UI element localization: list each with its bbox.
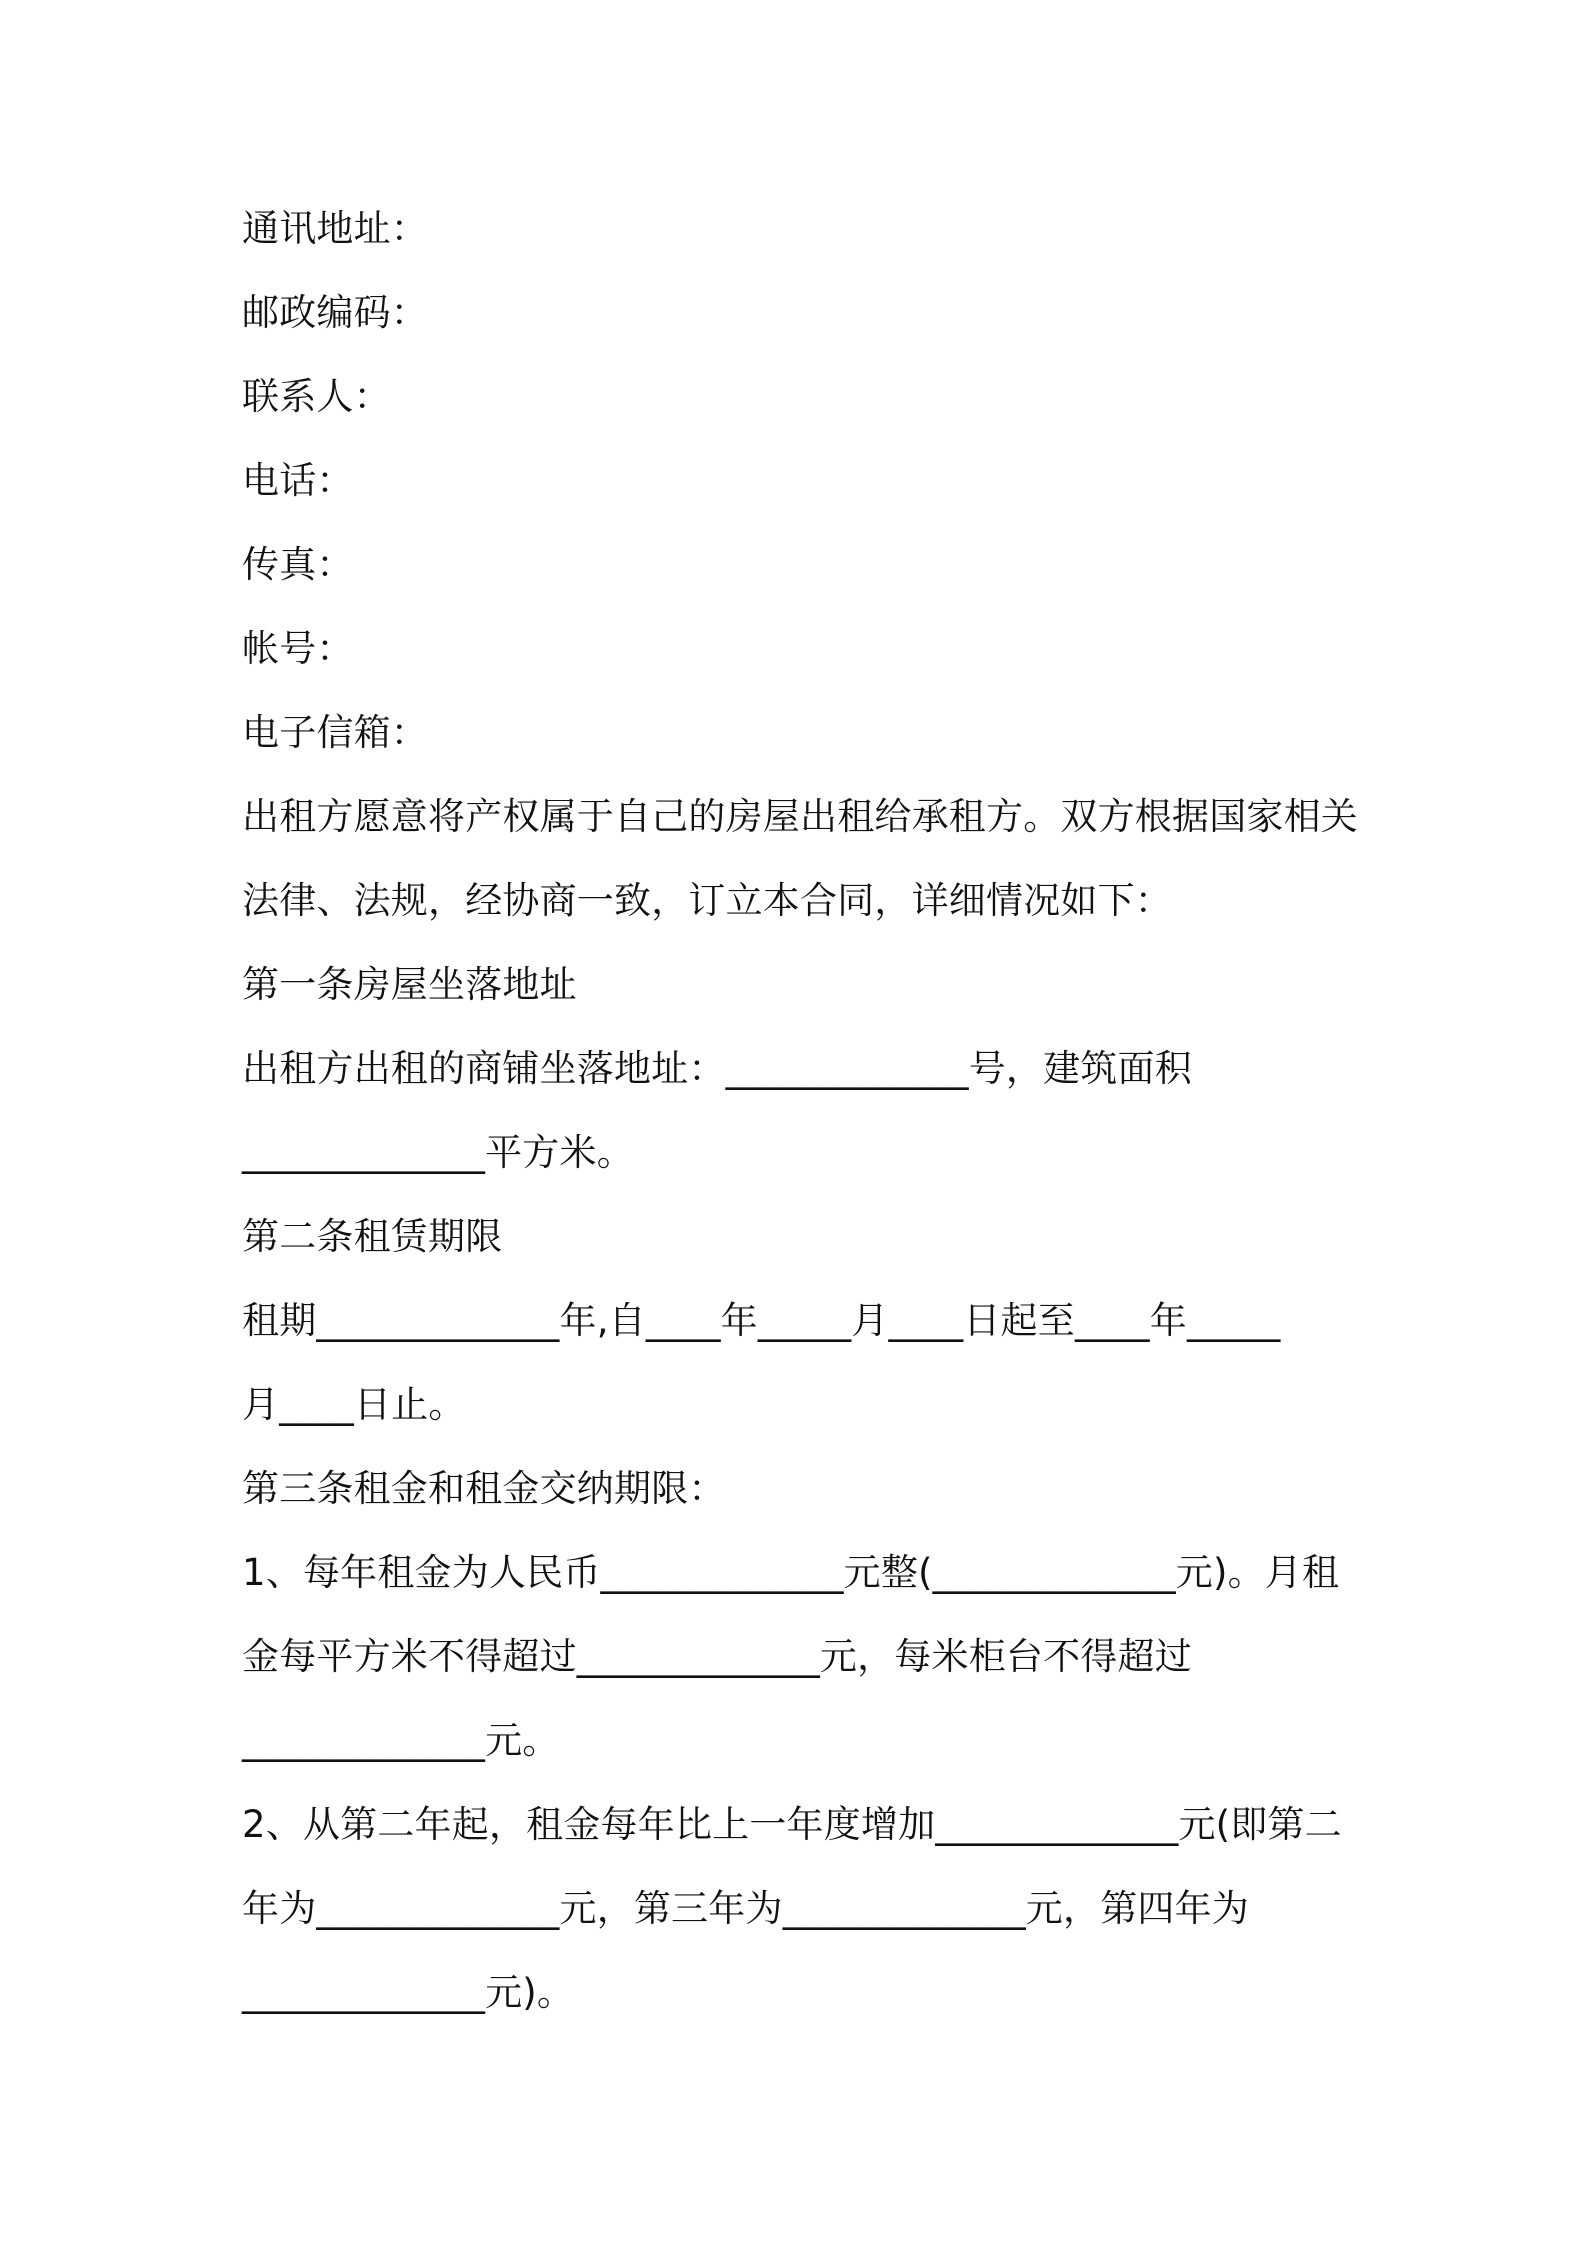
lease-term-line-1: 租期_____________年,自____年_____月____日起至____年_____ bbox=[242, 1299, 1281, 1342]
rent-clause-1-line-3: _____________元。 bbox=[242, 1719, 560, 1762]
email-label: 电子信箱： bbox=[242, 711, 428, 754]
article-2-heading: 第二条租赁期限 bbox=[242, 1215, 503, 1258]
agreement-intro-line-2: 法律、法规，经协商一致，订立本合同，详细情况如下： bbox=[242, 879, 1172, 922]
rent-clause-2-line-2: 年为_____________元，第三年为_____________元，第四年为 bbox=[242, 1887, 1249, 1930]
correspondence-address-label: 通讯地址： bbox=[242, 207, 428, 250]
shop-address-line: 出租方出租的商铺坐落地址：_____________号，建筑面积 bbox=[242, 1047, 1192, 1090]
rent-clause-2-line-3: _____________元)。 bbox=[242, 1971, 575, 2014]
contact-person-label: 联系人： bbox=[242, 375, 391, 418]
fax-label: 传真： bbox=[242, 543, 354, 586]
lease-term-line-2: 月____日止。 bbox=[242, 1383, 466, 1426]
rent-clause-2-line-1: 2、从第二年起，租金每年比上一年度增加_____________元(即第二 bbox=[242, 1803, 1342, 1846]
building-area-line: _____________平方米。 bbox=[242, 1131, 634, 1174]
account-number-label: 帐号： bbox=[242, 627, 354, 670]
agreement-intro-line-1: 出租方愿意将产权属于自己的房屋出租给承租方。双方根据国家相关 bbox=[242, 795, 1358, 838]
rent-clause-1-line-2: 金每平方米不得超过_____________元，每米柜台不得超过 bbox=[242, 1635, 1192, 1678]
postal-code-label: 邮政编码： bbox=[242, 291, 428, 334]
telephone-label: 电话： bbox=[242, 459, 354, 502]
article-3-heading: 第三条租金和租金交纳期限： bbox=[242, 1467, 726, 1510]
article-1-heading: 第一条房屋坐落地址 bbox=[242, 963, 577, 1006]
rent-clause-1-line-1: 1、每年租金为人民币_____________元整(_____________元)。月租 bbox=[242, 1551, 1340, 1594]
